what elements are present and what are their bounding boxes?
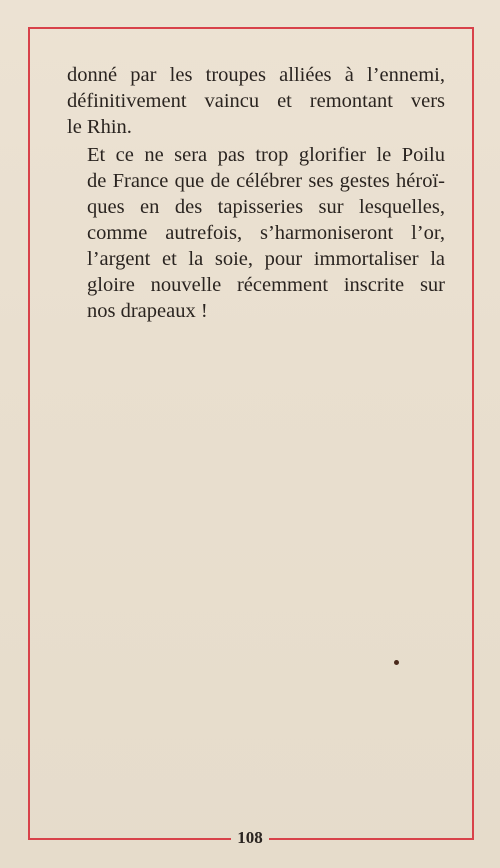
text-line: comme autrefois, s’harmoniseront l’or, (87, 222, 445, 244)
text-line: ques en des tapisseries sur lesquelles, (87, 196, 445, 218)
page-number-text: 108 (231, 828, 269, 847)
paragraph-1 (67, 62, 445, 140)
text-line: le Rhin. (67, 116, 132, 138)
text-line: donné par les troupes alliées à l’ennemi, (67, 64, 445, 86)
paragraph-2 (67, 142, 445, 324)
text-line: définitivement vaincu et remontant vers (67, 90, 445, 112)
text-line: de France que de célébrer ses gestes héroï- (87, 170, 445, 192)
ink-speck (394, 660, 399, 665)
text-line: gloire nouvelle récemment inscrite sur (87, 274, 445, 296)
text-line: Et ce ne sera pas trop glorifier le Poilu (87, 144, 445, 166)
text-line: nos drapeaux ! (87, 300, 208, 322)
body-text (67, 62, 445, 324)
page-number (0, 828, 500, 848)
text-line: l’argent et la soie, pour immortaliser la (87, 248, 445, 270)
